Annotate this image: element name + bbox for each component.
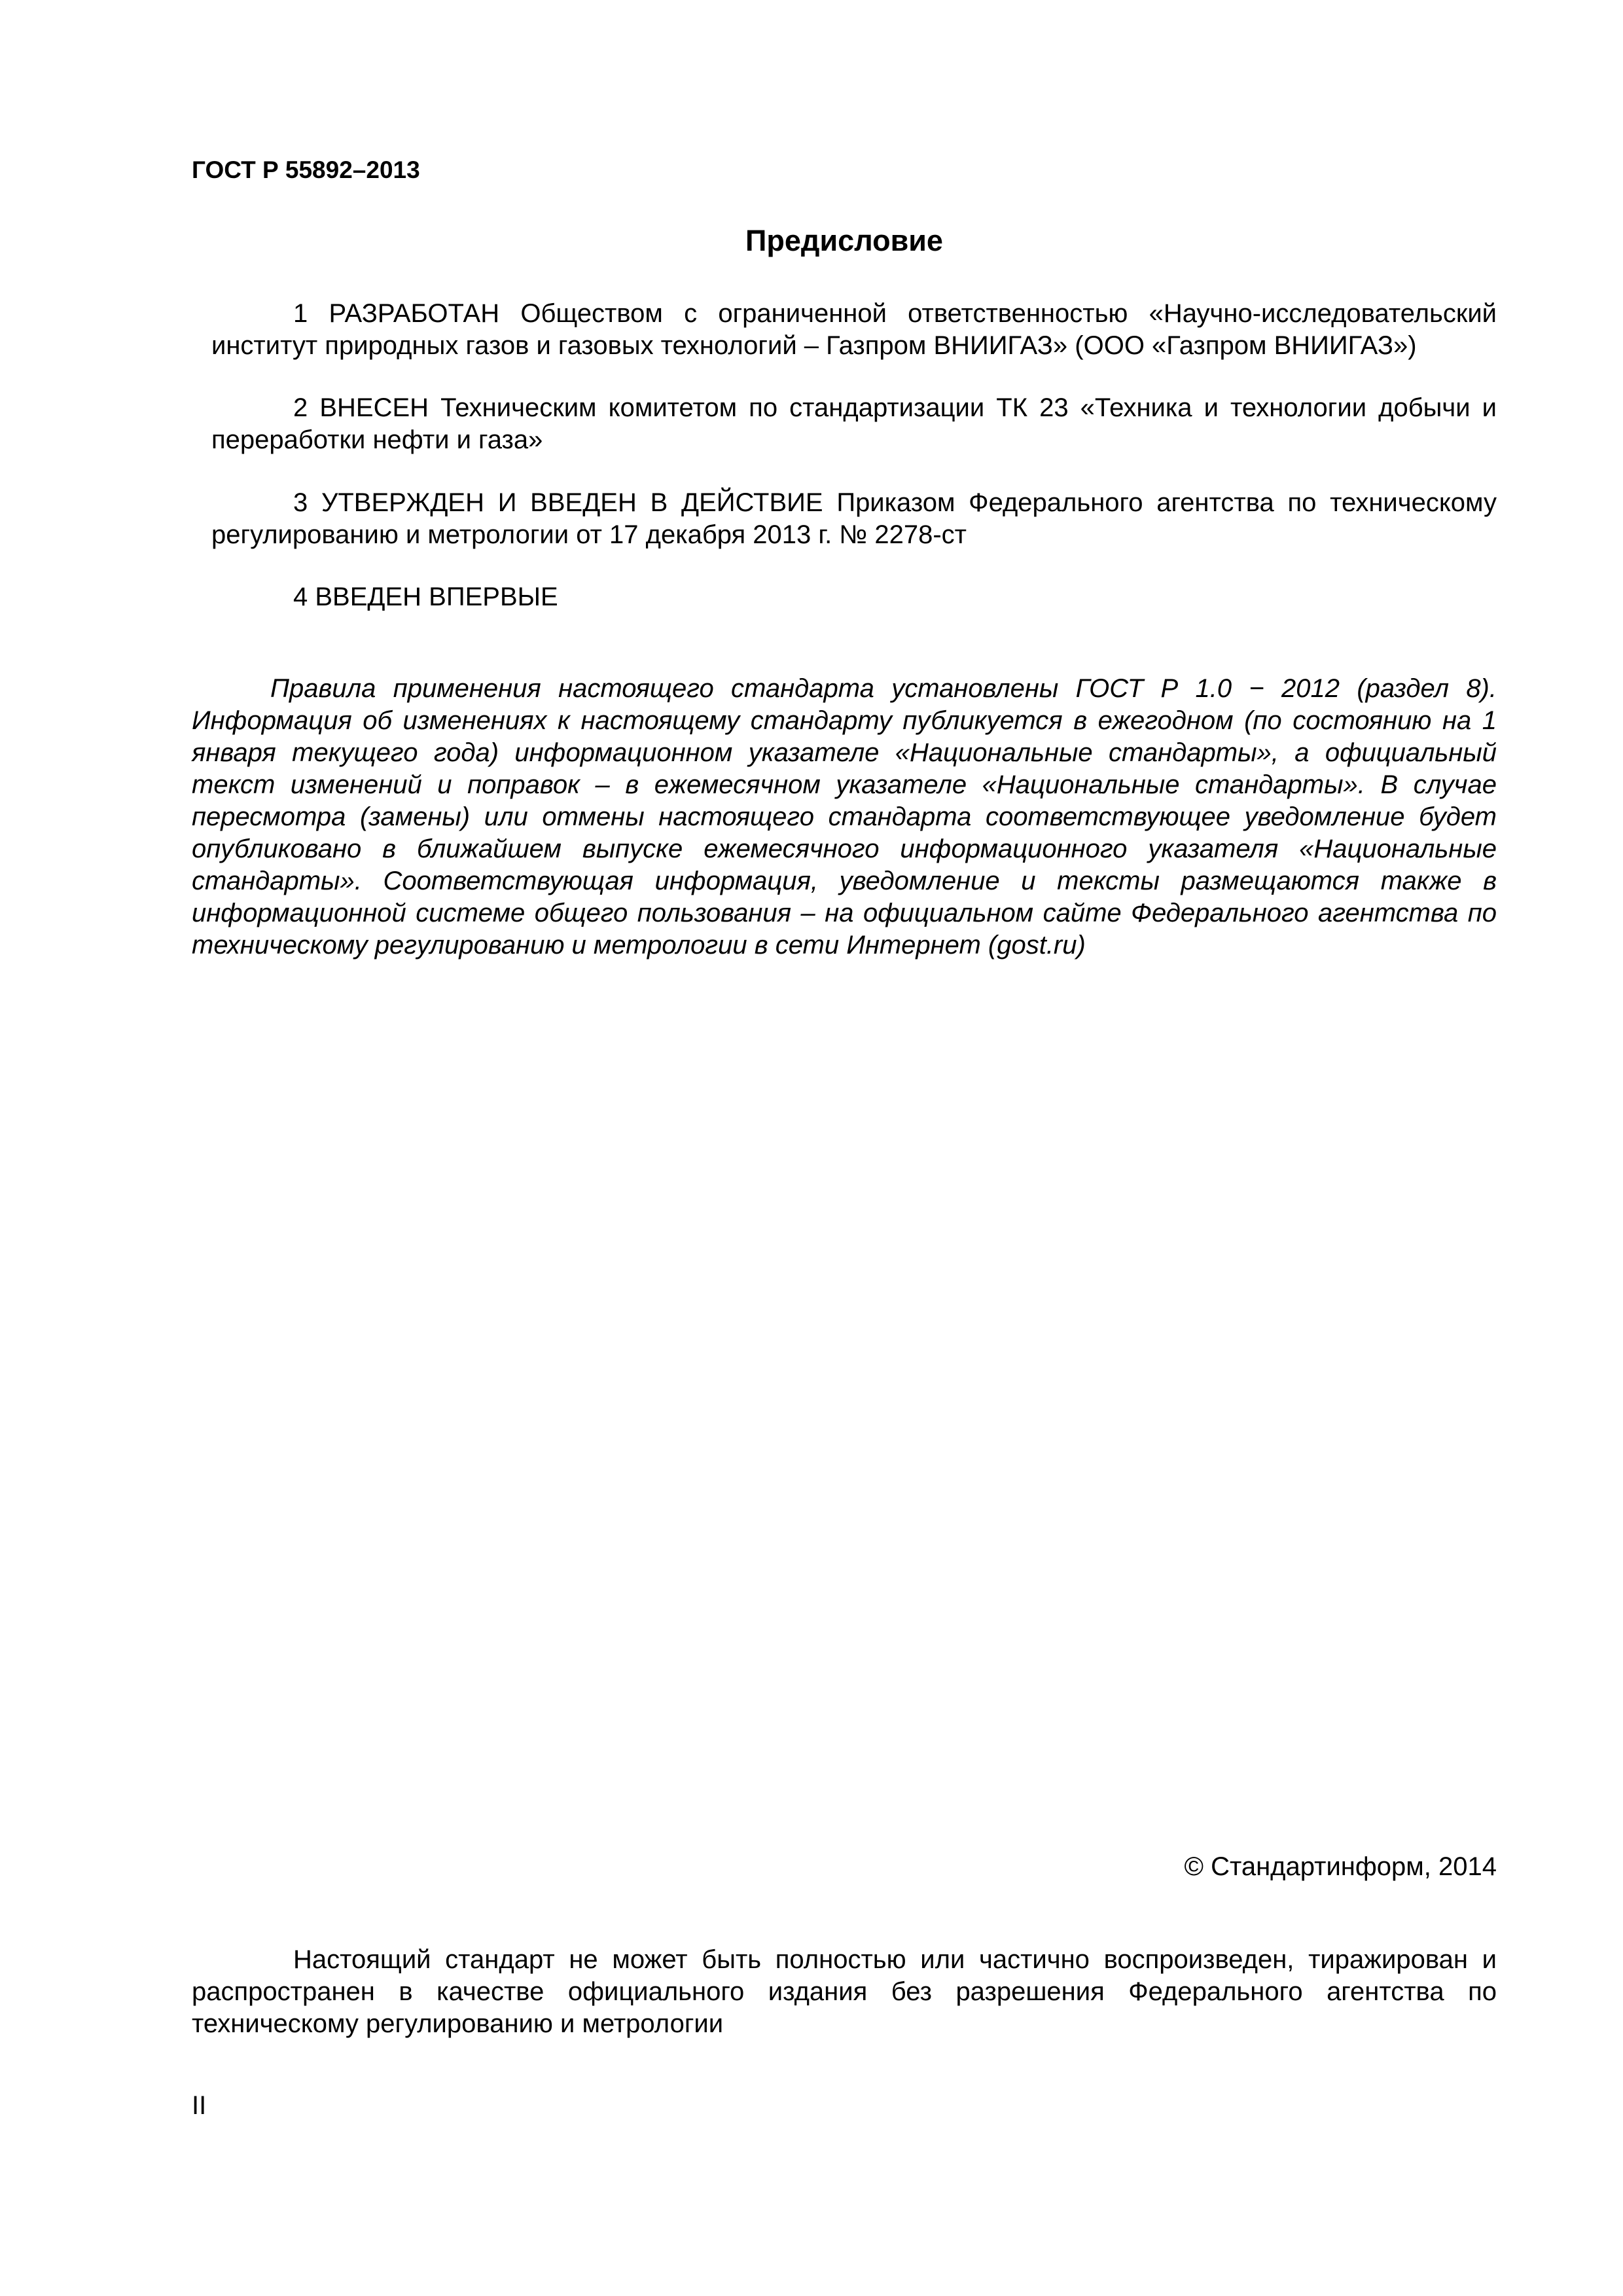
foreword-item-1: 1 РАЗРАБОТАН Обществом с ограниченной ответственностью «Научно-исследовательский институт природных газов и газовых технологий – Газпром ВНИИГАЗ» (ООО «Газпром ВНИИГАЗ») [211,299,1497,360]
application-rules-notice: Правила применения настоящего стандарта установлены ГОСТ Р 1.0 − 2012 (раздел 8). Информация об изменениях к настоящему стандарту публикуется в ежегодном (по состоянию на 1 января текущего года) информационном указателе «Национальные стандарты», а официальный текст изменений и поправок – в ежемесячном указателе «Национальные стандарты». В случае пересмотра (замены) или отмены настоящего стандарта соответствующее уведомление будет опубликовано в ближайшем выпуске ежемесячного информационного указателя «Национальные стандарты». Соответствующая информация, уведомление и тексты размещаются также в информационной системе общего пользования – на официальном сайте Федерального агентства по техническому регулированию и метрологии в сети Интернет (gost.ru) [192,674,1497,960]
reproduction-rights-notice: Настоящий стандарт не может быть полностью или частично воспроизведен, тиражирован и распространен в качестве официального издания без разрешения Федерального агентства по техническому регулированию и метрологии [192,1945,1497,2038]
foreword-item-3: 3 УТВЕРЖДЕН И ВВЕДЕН В ДЕЙСТВИЕ Приказом Федерального агентства по техническому регулированию и метрологии от 17 декабря 2013 г. № 2278-ст [211,488,1497,549]
document-code: ГОСТ Р 55892–2013 [192,156,420,183]
section-title: Предисловие [745,224,943,257]
foreword-item-2: 2 ВНЕСЕН Техническим комитетом по стандартизации ТК 23 «Техника и технологии добычи и переработки нефти и газа» [211,393,1497,454]
copyright-line: © Стандартинформ, 2014 [1184,1852,1497,1881]
page-number: II [192,2091,207,2120]
foreword-item-4: 4 ВВЕДЕН ВПЕРВЫЕ [293,583,558,611]
